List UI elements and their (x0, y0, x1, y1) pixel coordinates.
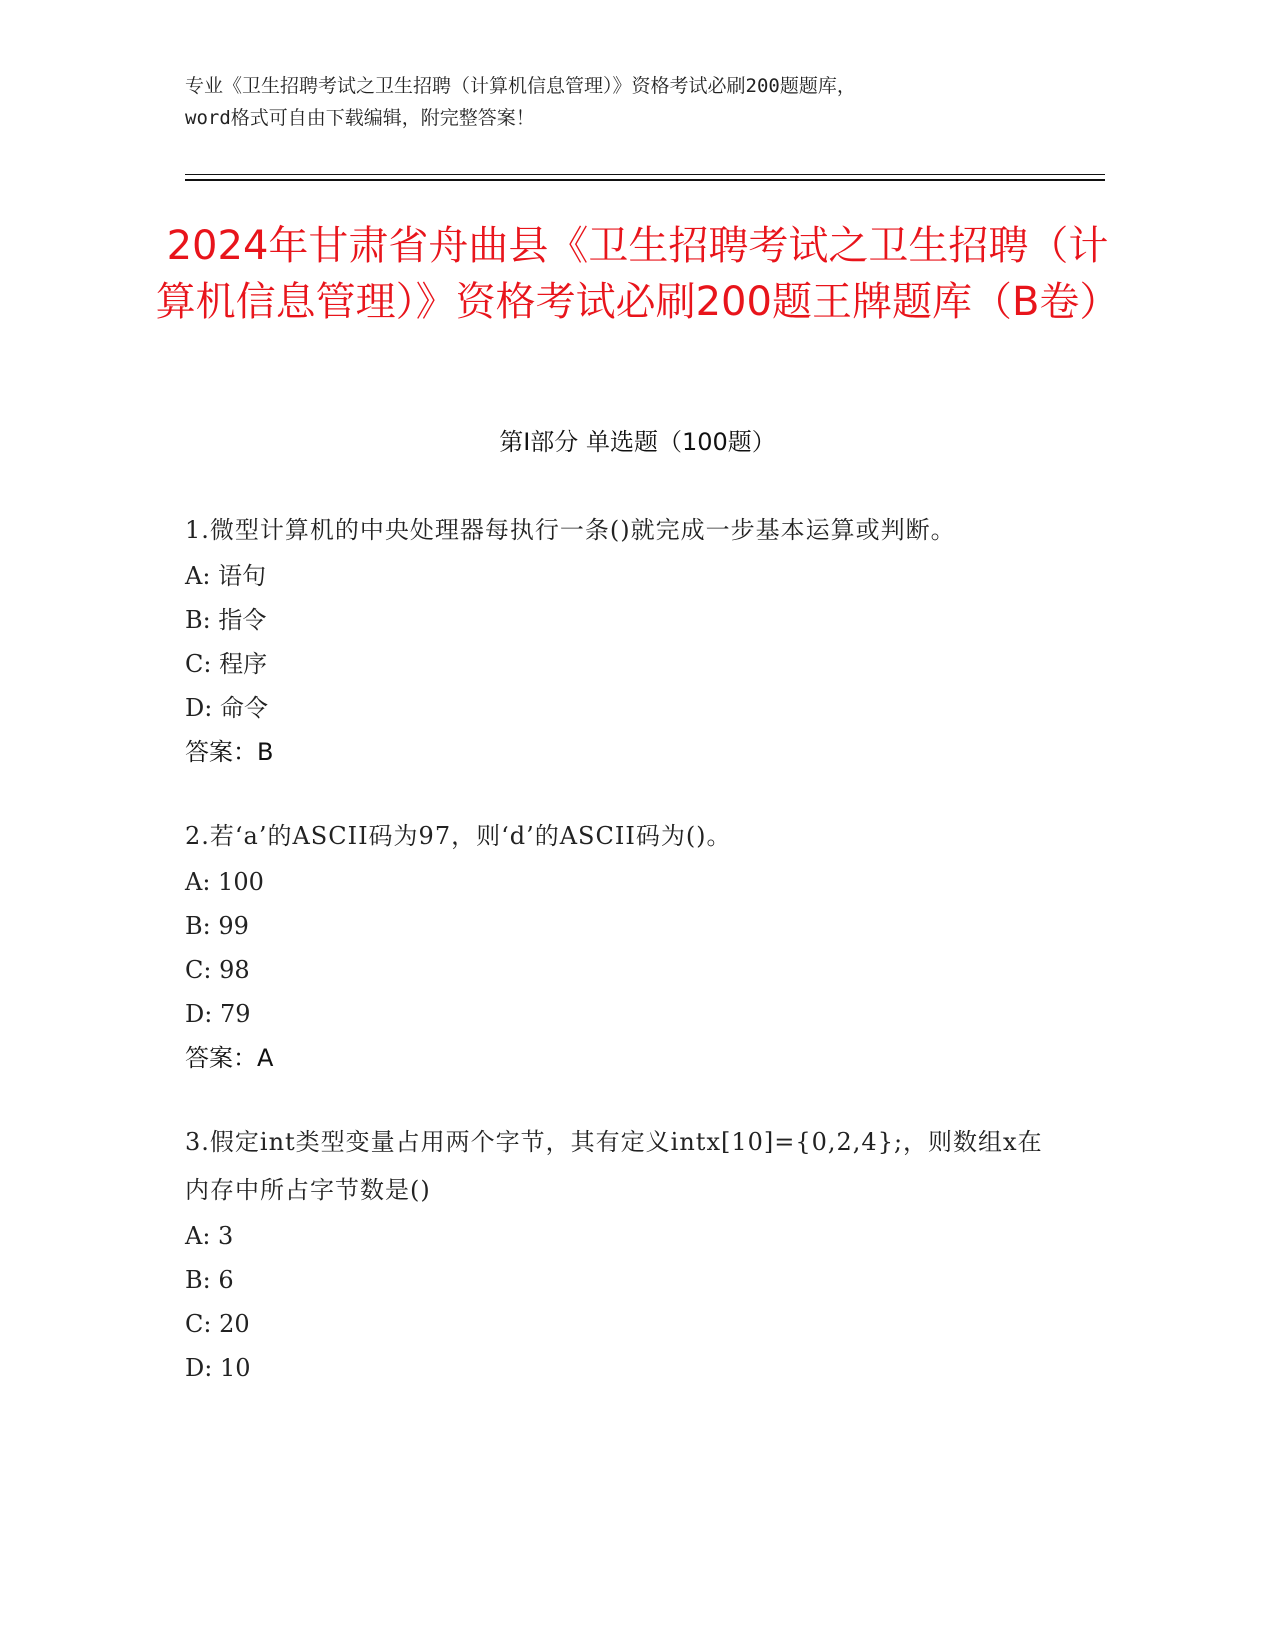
option-d: D: 命令 (185, 694, 268, 722)
answer: 答案：B (185, 738, 274, 766)
document-title: 2024年甘肃省舟曲县《卫生招聘考试之卫生招聘（计算机信息管理）》资格考试必刷200题王牌题库（B卷） (155, 223, 1120, 325)
header-divider-thick (185, 179, 1105, 181)
header-divider-thin (185, 174, 1105, 175)
question-2 (185, 812, 1065, 1080)
question-1 (185, 506, 1065, 774)
question-stem: 2.若‘a’的ASCII码为97，则‘d’的ASCII码为()。 (185, 822, 732, 850)
question-stem: 3.假定int类型变量占用两个字节，其有定义intx[10]={0,2,4};，则数组x在内存中所占字节数是() (185, 1128, 1043, 1204)
question-3 (185, 1118, 1065, 1390)
option-c: C: 20 (185, 1310, 250, 1338)
option-d: D: 10 (185, 1354, 251, 1382)
option-a: A: 语句 (185, 562, 267, 590)
question-list (185, 506, 1065, 1428)
option-c: C: 98 (185, 956, 250, 984)
option-b: B: 6 (185, 1266, 234, 1294)
header-note: 专业《卫生招聘考试之卫生招聘（计算机信息管理）》资格考试必刷200题题库， word格式可自由下载编辑，附完整答案！ (185, 75, 856, 129)
option-d: D: 79 (185, 1000, 251, 1028)
option-b: B: 99 (185, 912, 249, 940)
question-stem: 1.微型计算机的中央处理器每执行一条()就完成一步基本运算或判断。 (185, 516, 956, 544)
answer: 答案：A (185, 1044, 274, 1072)
option-a: A: 3 (185, 1222, 234, 1250)
option-b: B: 指令 (185, 606, 267, 634)
option-a: A: 100 (185, 868, 264, 896)
section-title: 第I部分 单选题（100题） (499, 428, 776, 456)
option-c: C: 程序 (185, 650, 268, 678)
